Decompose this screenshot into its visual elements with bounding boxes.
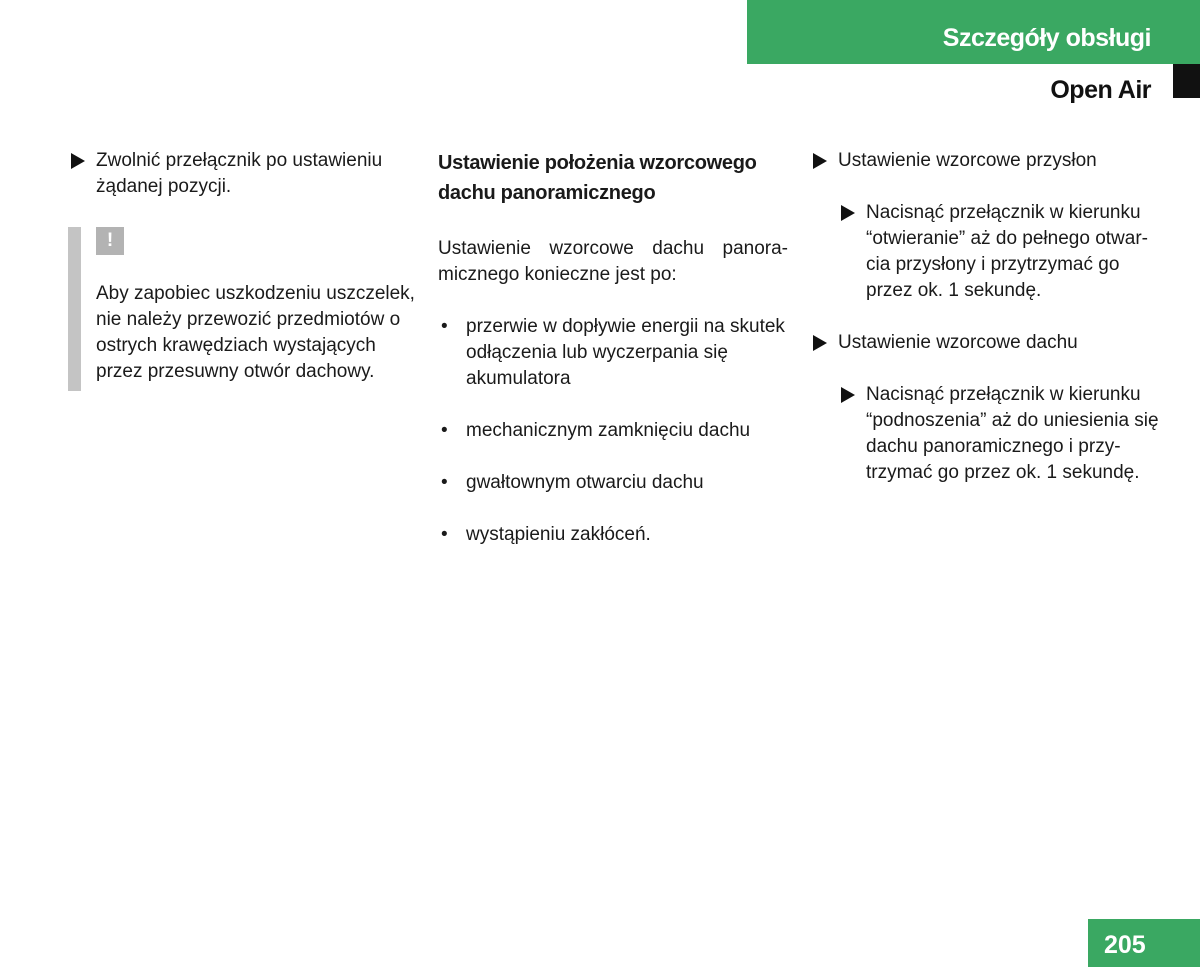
section-title: Szczegóły obsługi bbox=[942, 24, 1151, 52]
arrow-right-icon bbox=[841, 387, 855, 403]
list-item-text: gwałtownym otwarciu dachu bbox=[466, 472, 704, 493]
bullet-icon: • bbox=[441, 316, 448, 337]
bullet-icon: • bbox=[441, 524, 448, 545]
section-tab bbox=[747, 0, 1200, 64]
warning-note bbox=[68, 227, 420, 391]
list-item-text: przerwie w dopływie energii na skutek odłączenia lub wyczerpania się akumulatora bbox=[466, 316, 785, 389]
chapter-title: Open Air bbox=[1050, 76, 1151, 104]
conditions-list bbox=[438, 314, 788, 548]
warning-icon: ! bbox=[96, 227, 124, 255]
section-heading: Ustawienie położenia wzorcowego dachu panoramicznego bbox=[438, 152, 757, 204]
list-item-text: mechanicznym zamknięciu dachu bbox=[466, 420, 751, 441]
list-item bbox=[438, 522, 788, 548]
step-text: Zwolnić przełącznik po ustawieniu żądanej pozycji. bbox=[96, 150, 383, 197]
instruction-step bbox=[810, 148, 1160, 174]
arrow-right-icon bbox=[71, 153, 85, 169]
step-text: Nacisnąć przełącznik w kierunku “otwieranie” aż do pełnego otwarcia przysłony i przytrzymać go przez ok. 1 sekundę. bbox=[866, 202, 1148, 301]
instruction-substep bbox=[838, 200, 1160, 304]
column-left bbox=[68, 148, 420, 391]
bullet-icon: • bbox=[441, 420, 448, 441]
warning-bar bbox=[68, 227, 81, 391]
list-item bbox=[438, 470, 788, 496]
intro-paragraph: Ustawienie wzorcowe dachu panoramicznego konieczne jest po: bbox=[438, 238, 788, 285]
column-right bbox=[810, 148, 1160, 486]
step-text: Ustawienie wzorcowe przysłon bbox=[838, 150, 1097, 171]
step-text: Nacisnąć przełącznik w kierunku “podnoszenia” aż do uniesienia się dachu panoramicznego i przytrzymać go przez ok. 1 sekundę. bbox=[866, 384, 1159, 483]
list-item-text: wystąpieniu zakłóceń. bbox=[466, 524, 651, 545]
instruction-substep bbox=[838, 382, 1160, 486]
column-middle bbox=[438, 148, 788, 574]
arrow-right-icon bbox=[813, 335, 827, 351]
step-text: Ustawienie wzorcowe dachu bbox=[838, 332, 1078, 353]
arrow-right-icon bbox=[841, 205, 855, 221]
instruction-step bbox=[810, 330, 1160, 356]
thumb-index-marker bbox=[1173, 64, 1200, 98]
list-item bbox=[438, 418, 788, 444]
instruction-step bbox=[68, 148, 420, 200]
page-number: 205 bbox=[1088, 919, 1200, 967]
list-item bbox=[438, 314, 788, 392]
warning-text: Aby zapobiec uszkodzeniu uszczelek, nie należy przewozić przedmiotów o ostrych krawędziach wystających przez przesuwny otwór dachowy. bbox=[96, 283, 415, 382]
arrow-right-icon bbox=[813, 153, 827, 169]
bullet-icon: • bbox=[441, 472, 448, 493]
